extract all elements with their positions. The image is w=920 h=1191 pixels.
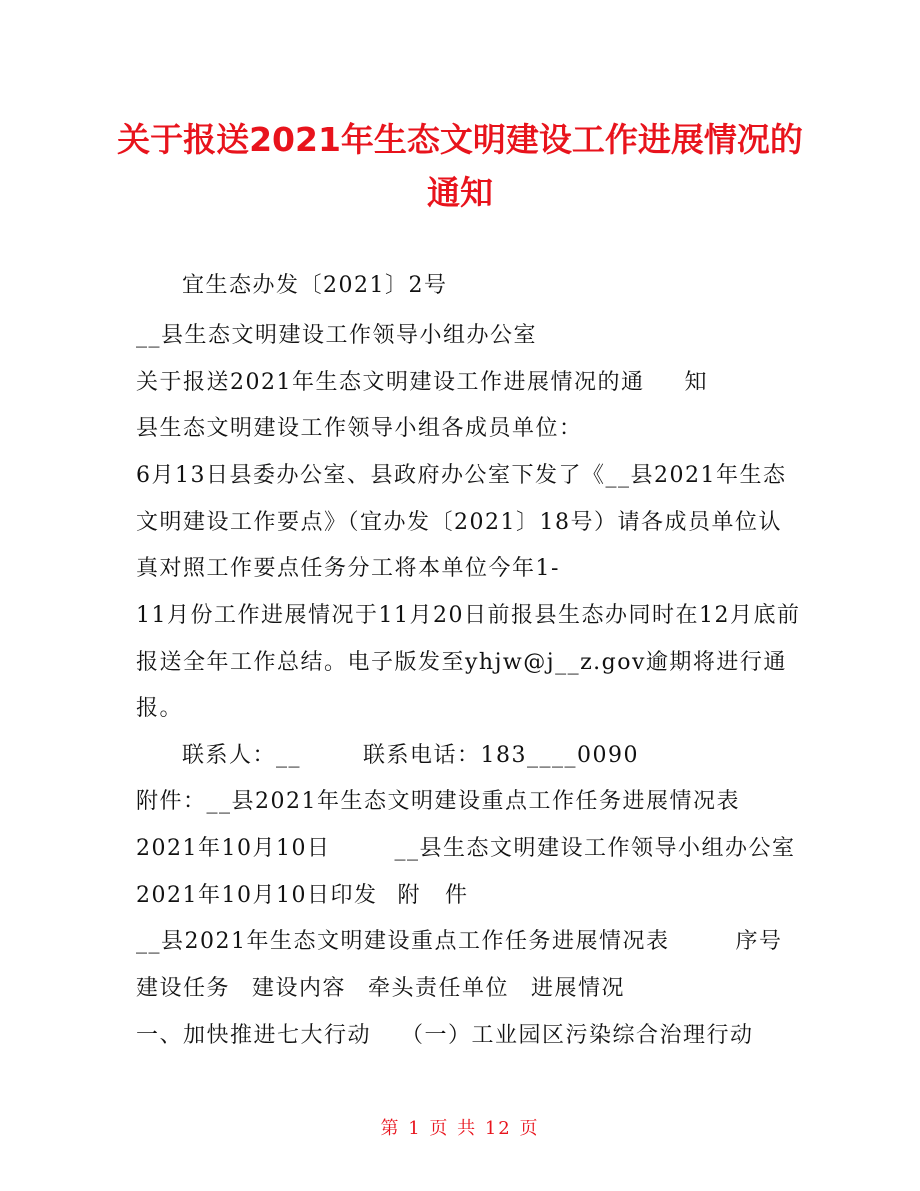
contact-line: [182, 741, 639, 771]
table-header-unit: 牵头责任单位: [368, 976, 510, 1001]
issue-date: 2021年10月10日: [136, 836, 331, 861]
table-title-line: [136, 927, 783, 957]
body-line-5: 报送全年工作总结。电子版发至yhjw@j__z.gov逾期将进行通: [136, 650, 787, 675]
document-title-line1: 关于报送2021年生态文明建设工作进展情况的: [117, 120, 803, 159]
body-line-1: 6月13日县委办公室、县政府办公室下发了《__县2021年生态: [136, 463, 787, 488]
contact-phone: 联系电话：183____0090: [363, 743, 639, 768]
table-title: __县2021年生态文明建设重点工作任务进展情况表: [136, 929, 670, 954]
signature-office: __县生态文明建设工作领导小组办公室: [394, 836, 796, 861]
body-line-6: 报。: [136, 696, 184, 721]
attachment-label-1: 附: [397, 883, 421, 908]
date-signature-line: [136, 834, 796, 864]
printed-date: 2021年10月10日印发: [136, 883, 378, 908]
page-number-footer: 第 1 页 共 12 页: [380, 1118, 540, 1139]
addressee-line: 县生态文明建设工作领导小组各成员单位：: [136, 416, 583, 441]
doc-number: 宜生态办发〔2021〕2号: [182, 273, 448, 298]
table-header-task: 建设任务: [136, 976, 231, 1001]
attachment-label-2: 件: [445, 883, 469, 908]
attachment-line: 附件：__县2021年生态文明建设重点工作任务进展情况表: [136, 789, 740, 814]
document-title-line2: 通知: [427, 173, 493, 212]
issuer-line: __县生态文明建设工作领导小组办公室: [136, 323, 538, 348]
subject-text-end: 知: [684, 370, 709, 395]
subject-line: [136, 368, 708, 398]
table-row-1: [136, 1021, 754, 1051]
printed-line: [136, 881, 469, 911]
table-header-progress: 进展情况: [531, 976, 626, 1001]
table-row-section: 一、加快推进七大行动: [136, 1023, 372, 1048]
subject-text: 关于报送2021年生态文明建设工作进展情况的通: [136, 370, 645, 395]
table-header-row: [136, 974, 625, 1004]
body-line-3: 真对照工作要点任务分工将本单位今年1-: [136, 556, 560, 581]
table-header-seq: 序号: [735, 929, 783, 954]
body-line-2: 文明建设工作要点》（宜办发〔2021〕18号）请各成员单位认: [136, 510, 782, 535]
table-row-item: （一）工业园区污染综合治理行动: [401, 1023, 754, 1048]
body-line-4: 11月份工作进展情况于11月20日前报县生态办同时在12月底前: [136, 603, 801, 628]
table-header-content: 建设内容: [252, 976, 347, 1001]
contact-person: 联系人：__: [182, 743, 302, 768]
